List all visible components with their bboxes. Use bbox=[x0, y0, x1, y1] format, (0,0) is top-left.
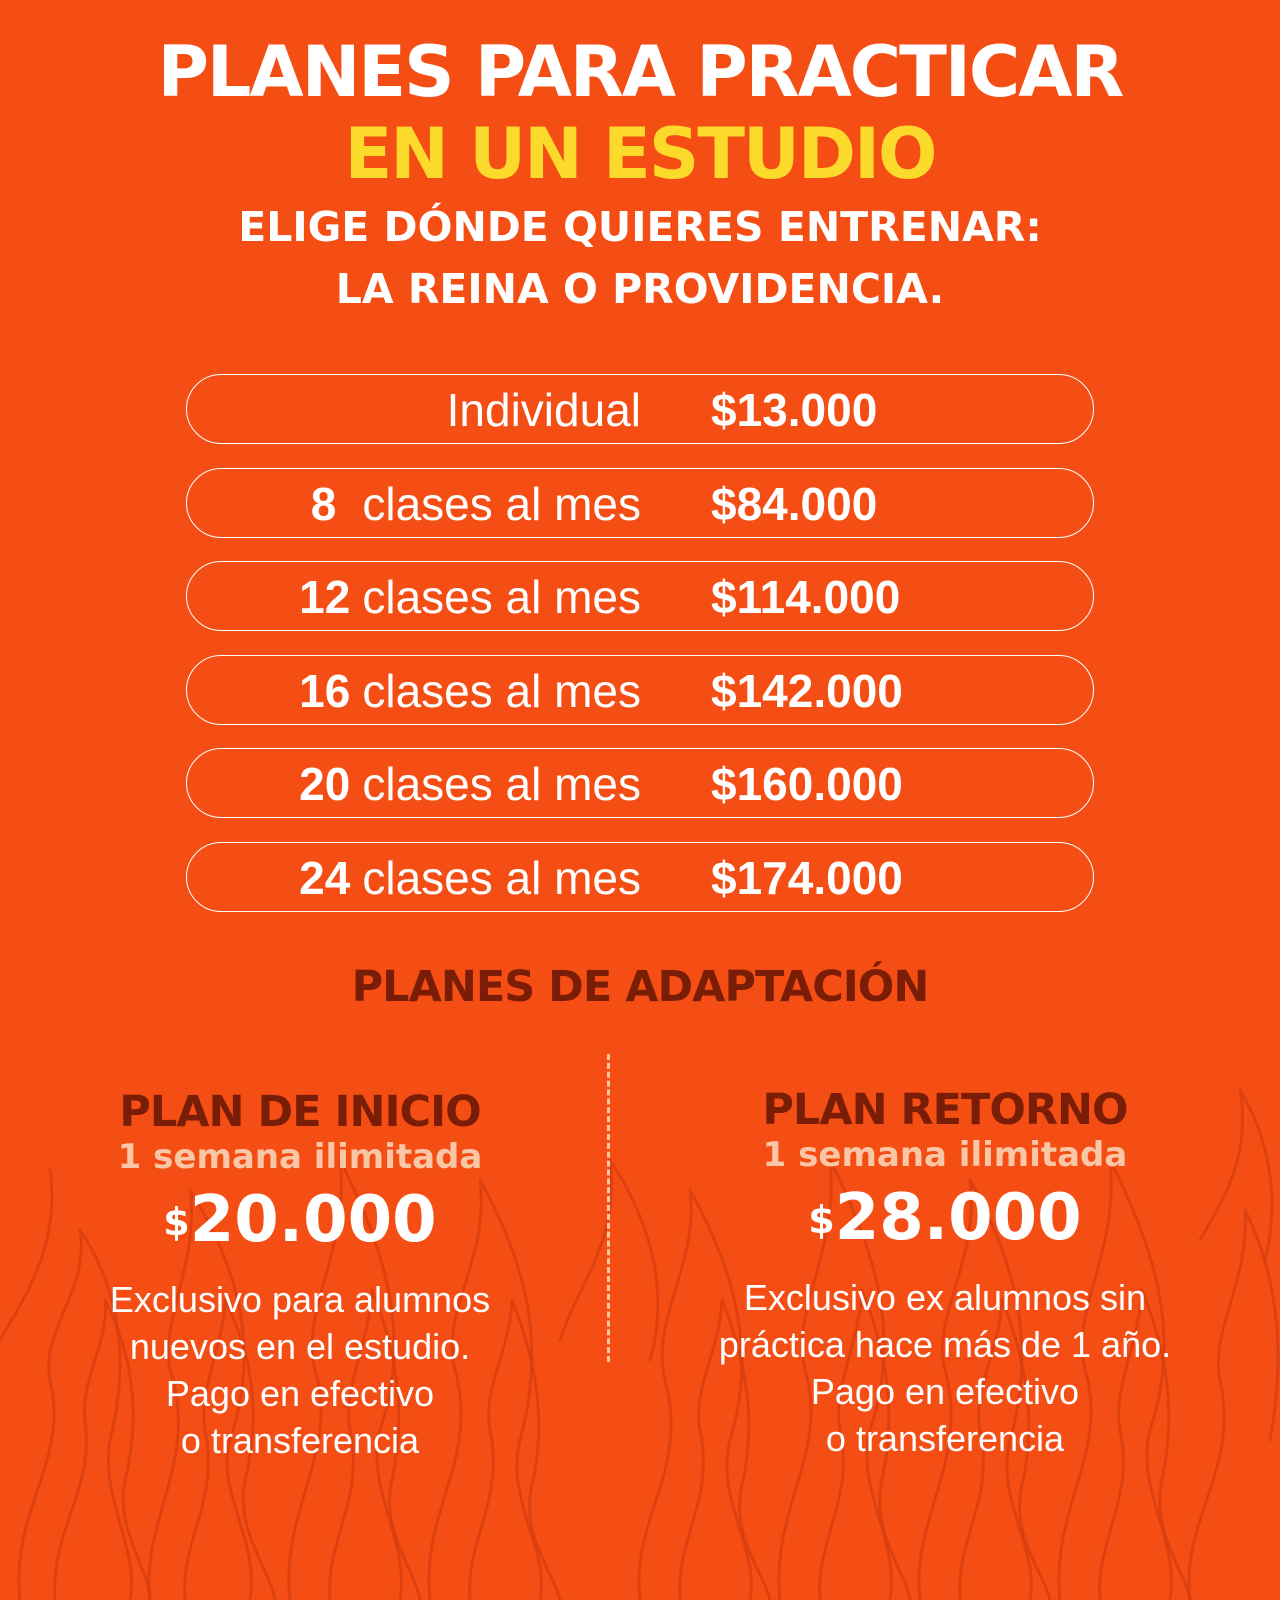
plan-retorno-card bbox=[650, 1086, 1240, 1462]
price-row-24 bbox=[186, 842, 1094, 912]
price-row-amount: $13.000 bbox=[711, 384, 878, 436]
price-row-16 bbox=[186, 655, 1094, 725]
price-row-text: clases al mes bbox=[362, 758, 641, 810]
price-row-individual bbox=[186, 374, 1094, 444]
plan-amount: 28.000 bbox=[834, 1181, 1082, 1255]
plan-payment-line2: o transferencia bbox=[180, 1420, 420, 1461]
plan-payment-line1: Pago en efectivo bbox=[165, 1373, 435, 1414]
section-divider bbox=[607, 1054, 610, 1362]
price-row-text: Individual bbox=[446, 384, 641, 436]
plan-currency: $ bbox=[163, 1200, 190, 1244]
plan-duration: 1 semana ilimitada bbox=[117, 1137, 483, 1177]
price-row-label bbox=[299, 656, 641, 726]
price-row-qty: 12 bbox=[299, 571, 351, 623]
price-row-amount: $174.000 bbox=[711, 851, 903, 904]
price-row-qty: 16 bbox=[299, 664, 351, 717]
price-row-label bbox=[311, 469, 641, 539]
plan-amount: 20.000 bbox=[189, 1183, 437, 1257]
price-list bbox=[186, 374, 1094, 935]
price-row-12 bbox=[186, 561, 1094, 631]
header bbox=[0, 30, 1280, 320]
price-row-8 bbox=[186, 468, 1094, 538]
page-title-line1: PLANES PARA PRACTICAR bbox=[157, 31, 1123, 113]
price-row-text: clases al mes bbox=[362, 571, 641, 623]
subtitle-line2: LA REINA O PROVIDENCIA. bbox=[335, 265, 945, 313]
plan-description-line2: nuevos en el estudio. bbox=[129, 1326, 471, 1367]
plan-description-line1: Exclusivo para alumnos bbox=[109, 1279, 491, 1320]
price-row-label bbox=[299, 749, 641, 819]
plan-price bbox=[40, 1180, 560, 1276]
plan-description-line2: práctica hace más de 1 año. bbox=[718, 1324, 1172, 1365]
adaptation-section-title: PLANES DE ADAPTACIÓN bbox=[351, 962, 929, 1012]
price-row-text: clases al mes bbox=[362, 664, 641, 717]
price-row-qty: 20 bbox=[299, 758, 351, 810]
price-row-text: clases al mes bbox=[362, 851, 641, 904]
plan-price bbox=[650, 1178, 1240, 1274]
price-row-amount: $142.000 bbox=[711, 664, 903, 717]
price-row-label bbox=[299, 843, 641, 913]
subtitle-line1: ELIGE DÓNDE QUIERES ENTRENAR: bbox=[238, 203, 1042, 251]
plan-inicio-card bbox=[40, 1088, 560, 1464]
plan-name: PLAN DE INICIO bbox=[119, 1087, 481, 1137]
plan-payment-line1: Pago en efectivo bbox=[810, 1371, 1080, 1412]
plan-payment-line2: o transferencia bbox=[825, 1418, 1065, 1459]
price-row-label bbox=[299, 562, 641, 632]
plan-description-line1: Exclusivo ex alumnos sin bbox=[743, 1277, 1147, 1318]
price-row-qty: 8 bbox=[310, 477, 337, 530]
plan-name: PLAN RETORNO bbox=[762, 1085, 1128, 1135]
price-row-amount: $114.000 bbox=[711, 571, 901, 623]
page-title-line2: EN UN ESTUDIO bbox=[344, 113, 936, 195]
plan-duration: 1 semana ilimitada bbox=[762, 1135, 1128, 1175]
price-row-amount: $84.000 bbox=[711, 477, 878, 530]
price-row-amount: $160.000 bbox=[711, 758, 903, 810]
plan-currency: $ bbox=[808, 1198, 835, 1242]
price-row-qty: 24 bbox=[299, 851, 351, 904]
price-row-label bbox=[447, 375, 641, 445]
price-row-text: clases al mes bbox=[362, 477, 641, 530]
price-row-20 bbox=[186, 748, 1094, 818]
